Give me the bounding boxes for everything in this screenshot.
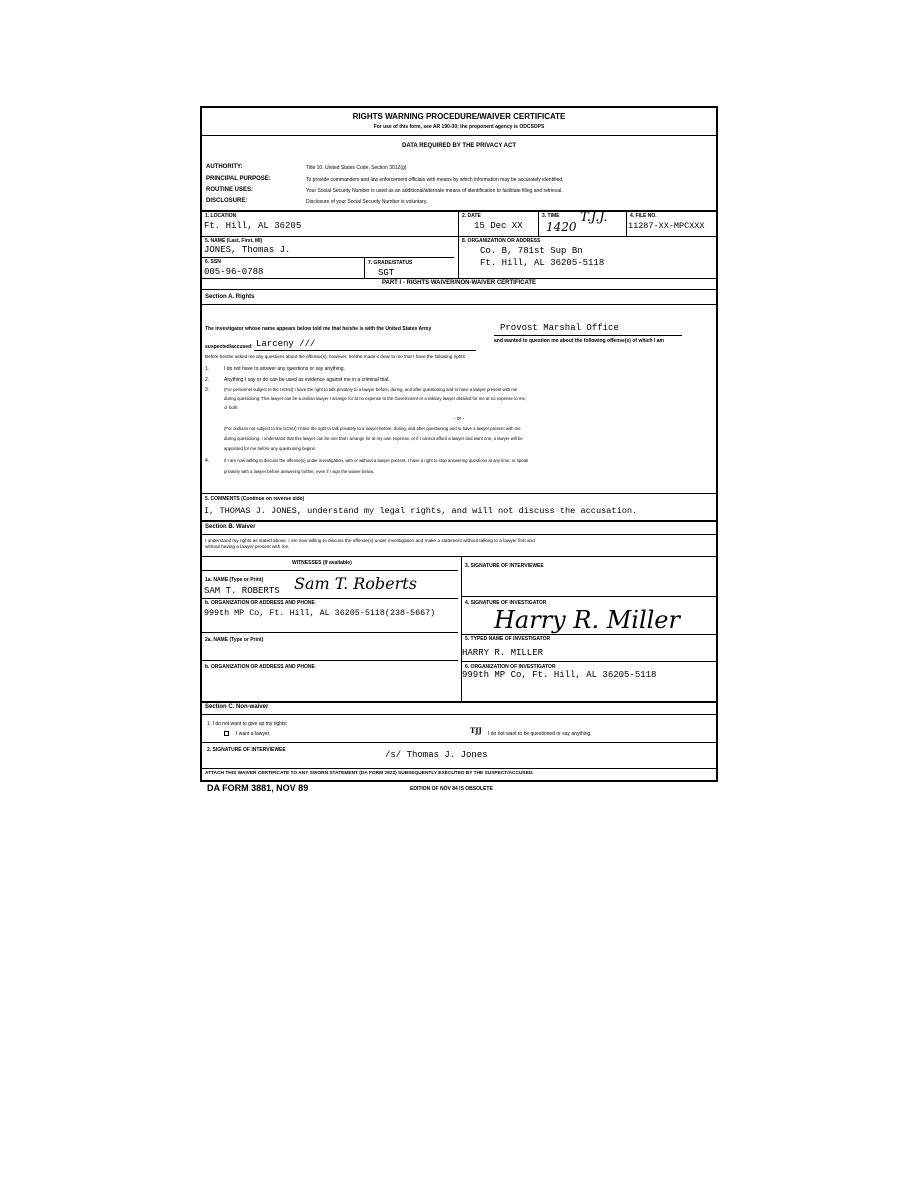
time-initials: T.J.J.	[580, 210, 608, 225]
witnesses-label: WITNESSES (If available)	[292, 560, 352, 566]
authority-text: Title 10, United States Code, Section 3012(g)	[306, 165, 407, 171]
right-3-text-3: or both.	[224, 405, 239, 410]
form-id: DA FORM 3881, NOV 89	[207, 783, 309, 793]
date-label: 2. DATE	[462, 213, 481, 219]
intro-text: The investigator whose name appears below told me that he/she is with the United States Army	[205, 326, 432, 332]
witness1-org[interactable]: 999th MP Co, Ft. Hill, AL 36205-5118(238-5667)	[204, 608, 436, 618]
form-subtitle: For use of this form, see AR 190-30; the proponent agency is ODCSOPS	[373, 124, 545, 130]
comments-label: 5. COMMENTS (Continue on reverse side)	[205, 496, 305, 502]
interviewee-signature-label-c: 2. SIGNATURE OF INTERVIEWEE	[207, 747, 286, 753]
nonwaiver-item1: 1. I do not want to give up my rights:	[207, 721, 288, 727]
fill-line	[254, 350, 476, 351]
waiver-text-2: without having a lawyer present with me.	[205, 544, 290, 549]
right-3-text-1: (For personnel subject to the UCMJ) I have the right to talk privately to a lawyer before, during, and after questioning and to have a lawyer present with me	[224, 387, 518, 392]
file-no-value[interactable]: 11287-XX-MPCXXX	[628, 221, 705, 231]
section-a-heading: Section A. Rights	[205, 294, 255, 300]
before-text: Before he/she asked me any questions about the offense(s), however, he/she made it clear to me that I have the following rights:	[205, 354, 467, 359]
divider	[202, 520, 716, 522]
divider	[202, 632, 458, 633]
interviewee-signature-c[interactable]: /s/ Thomas J. Jones	[385, 750, 488, 760]
grade-label: 7. GRADE/STATUS	[368, 260, 413, 266]
divider	[202, 210, 716, 212]
witness1-name[interactable]: SAM T. ROBERTS	[204, 586, 280, 596]
right-1-num: 1.	[205, 366, 210, 372]
grade-value[interactable]: SGT	[378, 268, 395, 278]
name-value[interactable]: JONES, Thomas J.	[204, 245, 291, 255]
offense-value[interactable]: Larceny ///	[256, 339, 316, 349]
right-4-text-1: If I am now willing to discuss the offense(s) under investigation, with or without a lawyer present, I have a right to stop answering questions at any time, or speak	[224, 458, 529, 463]
divider	[626, 210, 627, 236]
witness2-name-label: 2a. NAME (Type or Print)	[205, 637, 264, 643]
civilian-text-3: appointed for me before any questioning begins.	[224, 446, 316, 451]
ssn-label: 6. SSN	[205, 259, 221, 265]
investigator-signature-label: 4. SIGNATURE OF INVESTIGATOR	[465, 600, 547, 606]
comments-value[interactable]: I, THOMAS J. JONES, understand my legal rights, and will not discuss the accusation.	[204, 506, 638, 516]
want-lawyer-checkbox[interactable]	[224, 731, 229, 736]
divider	[202, 289, 716, 290]
divider	[538, 210, 539, 236]
investigator-signature: Harry R. Miller	[494, 606, 680, 634]
routine-uses-label: ROUTINE USES:	[206, 187, 254, 193]
divider	[461, 596, 716, 597]
part1-heading: PART I - RIGHTS WAIVER/NON-WAIVER CERTIFICATE	[381, 280, 537, 286]
typed-name-label: 5. TYPED NAME OF INVESTIGATOR	[465, 636, 551, 642]
or-separator: - or -	[453, 416, 465, 422]
divider	[202, 701, 716, 703]
org-line2[interactable]: Ft. Hill, AL 36205-5118	[480, 258, 605, 268]
not-questioned-checkmark[interactable]: TJJ	[470, 726, 482, 735]
right-3-text-2: during questioning. This lawyer can be a civilian lawyer I arrange for at no expense to the Government or a military lawyer detailed for me at no expense to me,	[224, 396, 527, 401]
suspected-label: suspected/accused:	[205, 344, 253, 350]
purpose-label: PRINCIPAL PURPOSE:	[206, 176, 271, 182]
witness1-name-label: 1a. NAME (Type or Print)	[205, 577, 264, 583]
time-label: 3. TIME	[542, 213, 560, 219]
right-4-text-2: privately with a lawyer before answering further, even if I sign the waiver below.	[224, 469, 375, 474]
divider	[202, 278, 716, 279]
divider	[202, 534, 716, 535]
divider	[202, 598, 458, 599]
right-1-text: I do not have to answer any questions or say anything.	[224, 366, 345, 372]
right-2-num: 2.	[205, 377, 210, 383]
divider	[202, 257, 454, 258]
divider	[202, 236, 716, 237]
interviewee-signature-label: 3. SIGNATURE OF INTERVIEWEE	[465, 563, 544, 569]
right-2-text: Anything I say or do can be used as evidence against me in a criminal trial.	[224, 377, 390, 383]
typed-name-value[interactable]: HARRY R. MILLER	[462, 648, 544, 658]
divider	[364, 257, 365, 278]
want-lawyer-label: I want a lawyer.	[236, 731, 271, 737]
privacy-heading: DATA REQUIRED BY THE PRIVACY ACT	[401, 143, 516, 149]
rights-warning-form	[200, 106, 718, 782]
routine-uses-text: Your Social Security Number is used as an additional/alternate means of identification to facilitate filing and retrieval.	[306, 188, 563, 194]
divider	[458, 210, 459, 278]
divider	[202, 714, 716, 715]
divider	[202, 742, 716, 743]
section-b-heading: Section B. Waiver	[205, 524, 256, 530]
attach-notice: ATTACH THIS WAIVER CERTIFICATE TO ANY SWORN STATEMENT (DA FORM 2823) SUBSEQUENTLY EXECUTED BY THE SUSPECT/ACCUSED.	[205, 771, 534, 776]
civilian-text-1: (For civilians not subject to the UCMJ) I have the right to talk privately to a lawyer before, during, and after questioning and to have a lawyer present with me	[224, 426, 521, 431]
edition-note: EDITION OF NOV 84 IS OBSOLETE	[410, 786, 493, 792]
purpose-text: To provide commanders and law enforcement officials with means by which information may be accurately identified.	[306, 177, 564, 183]
disclosure-text: Disclosure of your Social Security Number is voluntary.	[306, 199, 428, 205]
divider	[461, 634, 716, 635]
name-label: 5. NAME (Last, First, MI)	[205, 238, 263, 244]
witness1-signature: Sam T. Roberts	[294, 574, 417, 593]
not-questioned-label: I do not want to be questioned or say anything.	[488, 731, 592, 737]
org-label: 8. ORGANIZATION OR ADDRESS	[462, 238, 541, 244]
fill-line	[494, 335, 682, 336]
location-value[interactable]: Ft. Hill, AL 36205	[204, 221, 302, 231]
ssn-value[interactable]: 005-96-0788	[204, 267, 264, 277]
section-c-heading: Section C. Non-waiver	[205, 704, 269, 710]
divider	[202, 493, 716, 494]
right-3-num: 3.	[205, 387, 210, 393]
date-value[interactable]: 15 Dec XX	[474, 221, 523, 231]
disclosure-label: DISCLOSURE:	[206, 198, 248, 204]
waiver-text-1: I understand my rights as stated above. I am now willing to discuss the offense(s) under investigation and make a statement without talking to a lawyer first and	[205, 538, 535, 543]
right-4-num: 4.	[205, 458, 210, 464]
intro-text-2: and wanted to question me about the following offense(s) of which I am	[494, 338, 665, 344]
witness2-org-label: b. ORGANIZATION OR ADDRESS AND PHONE	[205, 664, 315, 670]
time-value[interactable]: 1420	[546, 220, 577, 234]
divider	[202, 304, 716, 305]
file-no-label: 4. FILE NO.	[630, 213, 657, 219]
divider	[202, 570, 458, 571]
divider	[202, 660, 458, 661]
civilian-text-2: during questioning. I understand that this lawyer can be one that I arrange for at my own expense, or if I cannot afford a lawyer and want one, a lawyer will be	[224, 436, 523, 441]
form-title: RIGHTS WARNING PROCEDURE/WAIVER CERTIFICATE	[352, 112, 566, 121]
divider	[202, 556, 716, 557]
investigator-org-label: 6. ORGANIZATION OF INVESTIGATOR	[465, 664, 556, 670]
org-line1[interactable]: Co. B, 781st Sup Bn	[480, 246, 583, 256]
divider	[202, 768, 716, 769]
investigator-org[interactable]: 999th MP Co, Ft. Hill, AL 36205-5118	[462, 670, 657, 680]
divider	[202, 135, 716, 136]
divider	[461, 661, 716, 662]
witness1-org-label: b. ORGANIZATION OR ADDRESS AND PHONE	[205, 600, 315, 606]
location-label: 1. LOCATION	[205, 213, 237, 219]
authority-label: AUTHORITY:	[206, 164, 243, 170]
unit-value[interactable]: Provost Marshal Office	[500, 323, 619, 333]
